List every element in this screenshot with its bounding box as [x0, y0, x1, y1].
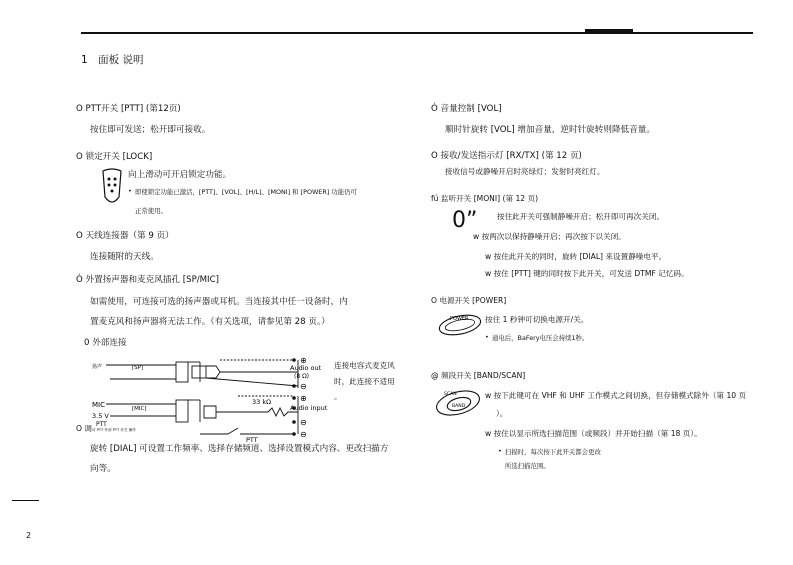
page-number: 2 — [26, 531, 32, 540]
power-button-label: POWER — [450, 316, 469, 322]
band-line1: w 按下此键可在 VHF 和 UHF 工作模式之间切换，但存储模式除外（第 10 页 — [485, 391, 747, 400]
section-title: 1 面板 说明 — [81, 54, 144, 66]
band-line2: w 按住以显示所选扫描范围（或频段）并开始扫描（第 18 页）。 — [485, 429, 702, 438]
spmic-line2: 置麦克风和扬声器将无法工作。（有关选项，请参见第 28 页。） — [90, 317, 330, 327]
header-rule — [81, 32, 753, 34]
moni-glyph: 0” — [452, 208, 478, 233]
rxtx-desc: 接收信号或静噪开启时亮绿灯；发射时亮红灯。 — [445, 167, 605, 176]
label-mic: MIC — [92, 401, 105, 409]
power-button-icon — [436, 311, 484, 337]
spmic-title: Ó 外置扬声器和麦克风插孔 [SP/MIC] — [76, 275, 219, 285]
lock-switch-icon — [99, 167, 125, 207]
band-note-line1: 扫描时，每次按下此开关都会更改 — [505, 448, 601, 456]
connection-note-line2: 时，此连接不适用 — [334, 377, 395, 386]
lock-desc: 向上滑动可开启锁定功能。 — [128, 170, 232, 180]
scan-label: SCAN — [444, 392, 457, 397]
label-ptt-bottom: PTT — [246, 436, 258, 442]
label-ptt-left: PTT — [96, 421, 107, 428]
band-note-line2: 所选扫描范围。 — [505, 462, 550, 470]
spmic-line1: 如需使用，可连接可选的扬声器或耳机。当连接其中任一设备时，内 — [90, 297, 348, 307]
power-title: O 电源开关 [POWER] — [431, 296, 507, 305]
terminal-minus-1: ⊖ — [300, 382, 307, 391]
lock-title: O 锁定开关 [LOCK] — [76, 152, 153, 162]
label-3v5: 3.5 V — [92, 412, 109, 420]
header-rule-accent — [585, 29, 633, 32]
label-mic-bracket: [MIC] — [132, 406, 147, 412]
dial-line2: 向等。 — [90, 464, 116, 474]
lock-note-line1: 即使锁定功能已激活，[PTT]、[VOL]、[H/L]、[MONI] 和 [POWER] 功能仍可 — [135, 188, 357, 196]
connection-note-line1: 连接电容式麦克风 — [334, 361, 395, 370]
terminal-minus-2: ⊖ — [300, 418, 307, 427]
connection-note-line3: 。 — [334, 392, 342, 401]
label-audio-out: Audio out — [290, 364, 322, 372]
ptt-title: O PTT开关 [PTT] (第12页) — [76, 104, 181, 114]
power-line1: 按住 1 秒钟可切换电源开/关。 — [485, 315, 589, 324]
label-ptt-small: 可 PTT 外部 PTT 开关 操作 — [92, 428, 136, 432]
band-title: @ 频段开关 [BAND/SCAN] — [431, 371, 526, 380]
lock-note-line2: 正常使用。 — [135, 207, 167, 215]
antenna-desc: 连接随附的天线。 — [90, 252, 159, 262]
power-note: 通电后，BaFery电压会持续1秒。 — [492, 334, 589, 342]
moni-line2: w 按两次以保持静噪开启；再次按下以关闭。 — [473, 232, 626, 241]
band-label: BAND — [452, 404, 466, 409]
rxtx-title: O 接收/发送指示灯 [RX/TX] (第 12 页) — [431, 151, 582, 161]
moni-line4: w 按住 [PTT] 键的同时按下此开关，可发送 DTMF 记忆码。 — [485, 269, 689, 278]
external-connection-diagram — [88, 352, 336, 442]
dial-line1: 旋转 [DIAL] 可设置工作频率、选择存储频道、选择设置模式内容、更改扫描方 — [90, 444, 389, 454]
moni-line3: w 按住此开关的同时，旋转 [DIAL] 来设置静噪电平。 — [485, 252, 667, 261]
label-sp-bracket: [SP] — [132, 365, 144, 371]
power-note-bullet: • — [485, 333, 489, 341]
lock-note-bullet: • — [128, 187, 132, 195]
terminal-plus-1: ⊕ — [300, 356, 307, 365]
label-33k: 33 kΩ — [252, 398, 272, 406]
band-scan-button-icon — [432, 386, 484, 418]
moni-title: fú 监听开关 [MONI] (第 12 页) — [431, 194, 539, 203]
terminal-minus-3: ⊖ — [300, 430, 307, 439]
label-audio-input: Audio input — [290, 404, 328, 412]
label-audio-out-ohm: (8 Ω) — [294, 373, 309, 380]
terminal-plus-2: ⊕ — [300, 394, 307, 403]
dial-title: O 调 — [76, 424, 92, 433]
ptt-desc: 按住即可发送；松开即可接收。 — [90, 125, 211, 135]
vol-title: Ó 音量控制 [VOL] — [431, 104, 502, 114]
antenna-title: O 天线连接器（第 9 页） — [76, 231, 174, 241]
external-connection-title: 0 外部连接 — [84, 338, 127, 348]
vol-desc: 顺时针旋转 [VOL] 增加音量，逆时针旋转则降低音量。 — [445, 125, 655, 135]
label-speaker-left: 扬声 — [92, 364, 103, 370]
footer-rule — [12, 500, 39, 501]
band-line1b: ）。 — [496, 409, 508, 418]
band-note-bullet: • — [498, 447, 502, 455]
moni-line1: 按住此开关可强制静噪开启；松开即可再次关闭。 — [497, 212, 665, 221]
